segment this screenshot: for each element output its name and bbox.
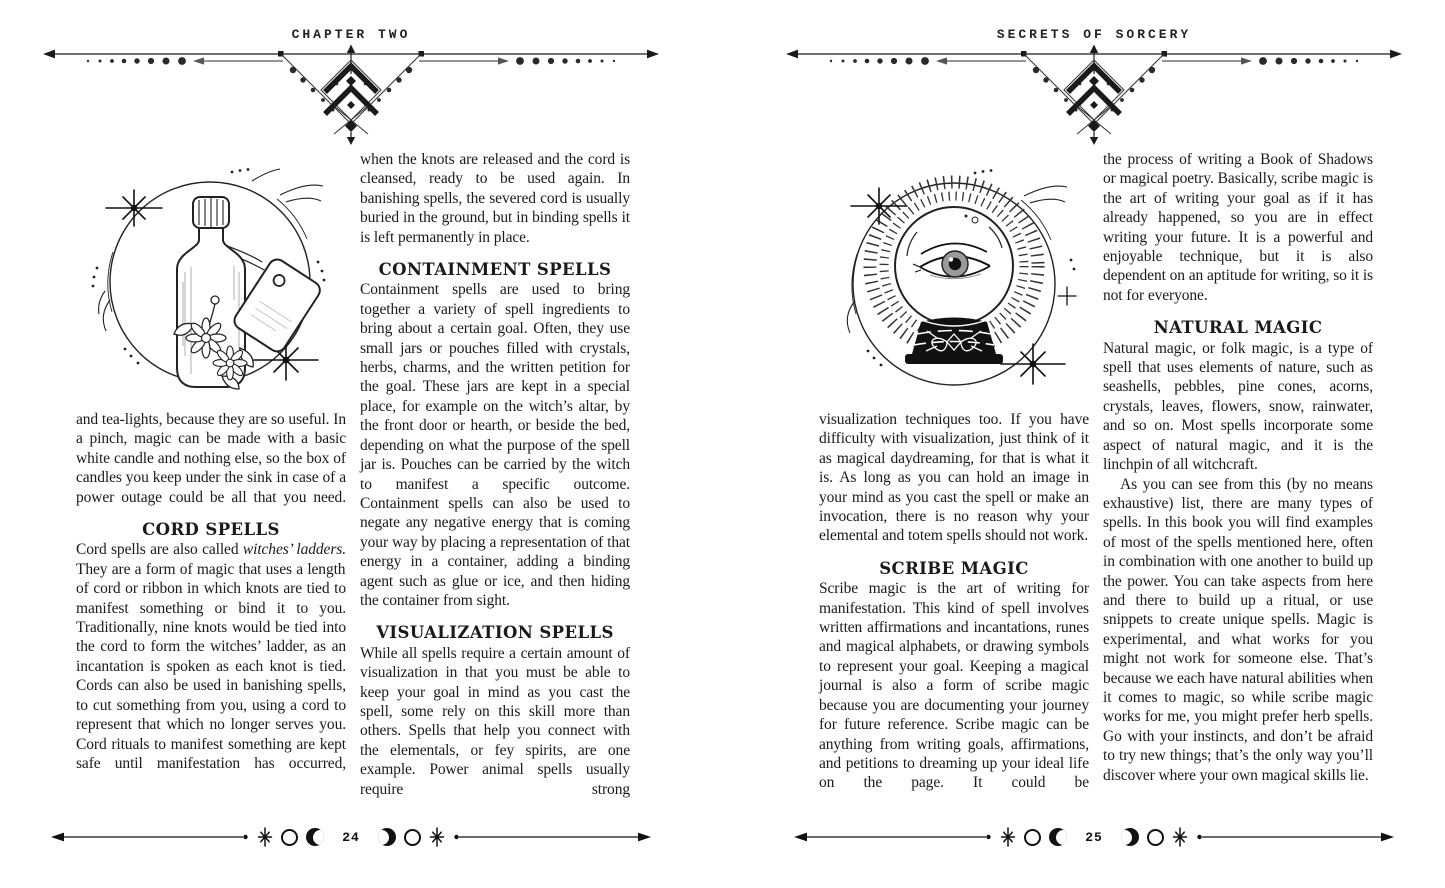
right-page-column-1 [819,150,1089,793]
footer-arrow-line-right [453,830,653,844]
full-moon-icon [404,829,421,846]
section-heading-visualization-spells: VISUALIZATION SPELLS [376,623,614,643]
page-right [783,0,1405,888]
section-heading-natural-magic: NATURAL MAGIC [1153,318,1323,338]
body-paragraph: visualization techniques too. If you have difficulty with visualization, just think of it as magical daydreaming, for that is what it is. As long as you can hold an image in your mind as you cast the spell or make an invocation, there is no reason why your elemental and totem spells should not work. [819,411,1089,545]
body-paragraph: As you can see from this (by no means exhaustive) list, there are many types of spells. In this book you will find examples of most of the spells mentioned here, often in combination with one another to build up the power. You can take aspects from here and there to build up a ritual, or use snippets to create unique spells. Magic is experimental, and what works for you might not work for someone else. That’s because we each have natural abilities when it comes to magic, so while scribe magic works for me, you might prefer herb spells. Go with your instincts, and don’t be afraid to try new things; that’s the only way you’ll discover where your own magical skills lie. [1103,475,1373,784]
left-page-column-2 [360,150,630,799]
page-left [40,0,662,888]
crescent-moon-icon [306,828,324,846]
sparkle-star-icon [1058,287,1076,305]
page-footer-right [787,826,1401,848]
section-heading-scribe-magic: SCRIBE MAGIC [879,558,1029,578]
footer-arrow-line-left [49,830,249,844]
header-divider-ornament [783,44,1405,146]
section-heading-containment-spells: CONTAINMENT SPELLS [378,260,612,280]
body-paragraph: Natural magic, or folk magic, is a type of spell that uses elements of nature, such as seashells, pebbles, pine cones, acorns, crystals, leaves, flowers, snow, rainwater, and so on. Most spells incorporate some aspect of natural magic, and it is the linchpin of all witchcraft. [1103,339,1373,474]
full-moon-icon [1024,829,1041,846]
full-moon-icon [1147,829,1164,846]
text-run: Cord spells are also called [76,541,243,559]
footer-arrow-line-right [1196,830,1396,844]
crescent-moon-icon [1049,828,1067,846]
header-divider-ornament [40,44,662,146]
body-paragraph: Scribe magic is the art of writing for manifestation. This kind of spell involves written affirmations and incantations, runes and magical alphabets, or drawing symbols to represent your goal. Keeping a magical journal is also a form of scribe magic because you are documenting your journey for future reference. Scribe magic can be anything from writing goals, affirmations, and petitions to dreaming up your ideal life on the page. It could be [819,580,1089,792]
left-page-column-1 [76,150,346,773]
italic-term: witches’ ladders. [242,541,346,559]
body-paragraph [76,540,346,773]
star-icon [257,827,273,847]
crystal-ball-base [905,318,1003,365]
body-paragraph: While all spells require a certain amount of visualization in that you must be able to keep your goal in mind as you cast the spell, some rely on this skill more than others. Spells that help you connect with the elementals, or fey spirits, are one example. Power animal spells usually require strong [360,644,630,798]
star-icon [1000,827,1016,847]
crescent-moon-icon [378,828,396,846]
running-head-right: SECRETS OF SORCERY [996,27,1192,42]
body-paragraph: Containment spells are used to bring together a variety of spell ingredients to bring about a certain goal. Often, they use small jars or pouches filled with crystals, herbs, charms, and the written petition for the goal. These jars are kept in a special place, for example on the witch’s altar, by the front door or hearth, or beside the bed, depending on what the purpose of the spell jar is. Pouches can be carried by the witch to manifest a specific outcome. Containment spells can also be used to negate any negative energy that is coming your way by placing a representation of that energy in a container, adding a binding agent such as glue or ice, and then hiding the container from sight. [360,281,630,609]
footer-arrow-line-left [792,830,992,844]
page-number: 25 [1085,829,1103,845]
full-moon-icon [281,829,298,846]
running-head-left: CHAPTER TWO [291,27,411,42]
body-paragraph: and tea-lights, because they are so useful. In a pinch, magic can be made with a basic white candle and nothing else, so the box of candles you keep under the sink in case of a power outage could be all that you need. [76,411,346,506]
crystal-ball-illustration [825,150,1083,410]
page-number: 24 [342,829,360,845]
text-run: They are a form of magic that uses a length of cord or ribbon in which knots are tied to manifest something or bind it to you. Traditionally, nine knots would be tied into the cord to form the witches’ ladder, as an incantation is spoken as each knot is tied. Cords can also be used in banishing spells, to cut something from you, using a cord to represent that which no longer serves you. Cord rituals to manifest something are kept safe until manifestation has occurred, [76,560,346,772]
page-footer-left [44,826,658,848]
body-paragraph: when the knots are released and the cord is cleansed, ready to be used again. In banishing spells, the severed cord is usually buried in the ground, but in binding spells it is left permanently in place. [360,151,630,246]
section-heading-cord-spells: CORD SPELLS [142,520,280,540]
spell-jar-illustration [82,150,340,410]
star-icon [1172,827,1188,847]
crescent-moon-icon [1121,828,1139,846]
right-page-column-2 [1103,150,1373,785]
star-icon [429,827,445,847]
body-paragraph: the process of writing a Book of Shadows or magical poetry. Basically, scribe magic is the art of writing your goal as if it has already happened, so you are in effect writing your future. It is a powerful and enjoyable technique, but it is also dependent on an aptitude for writing, so it is not for everyone. [1103,151,1373,304]
